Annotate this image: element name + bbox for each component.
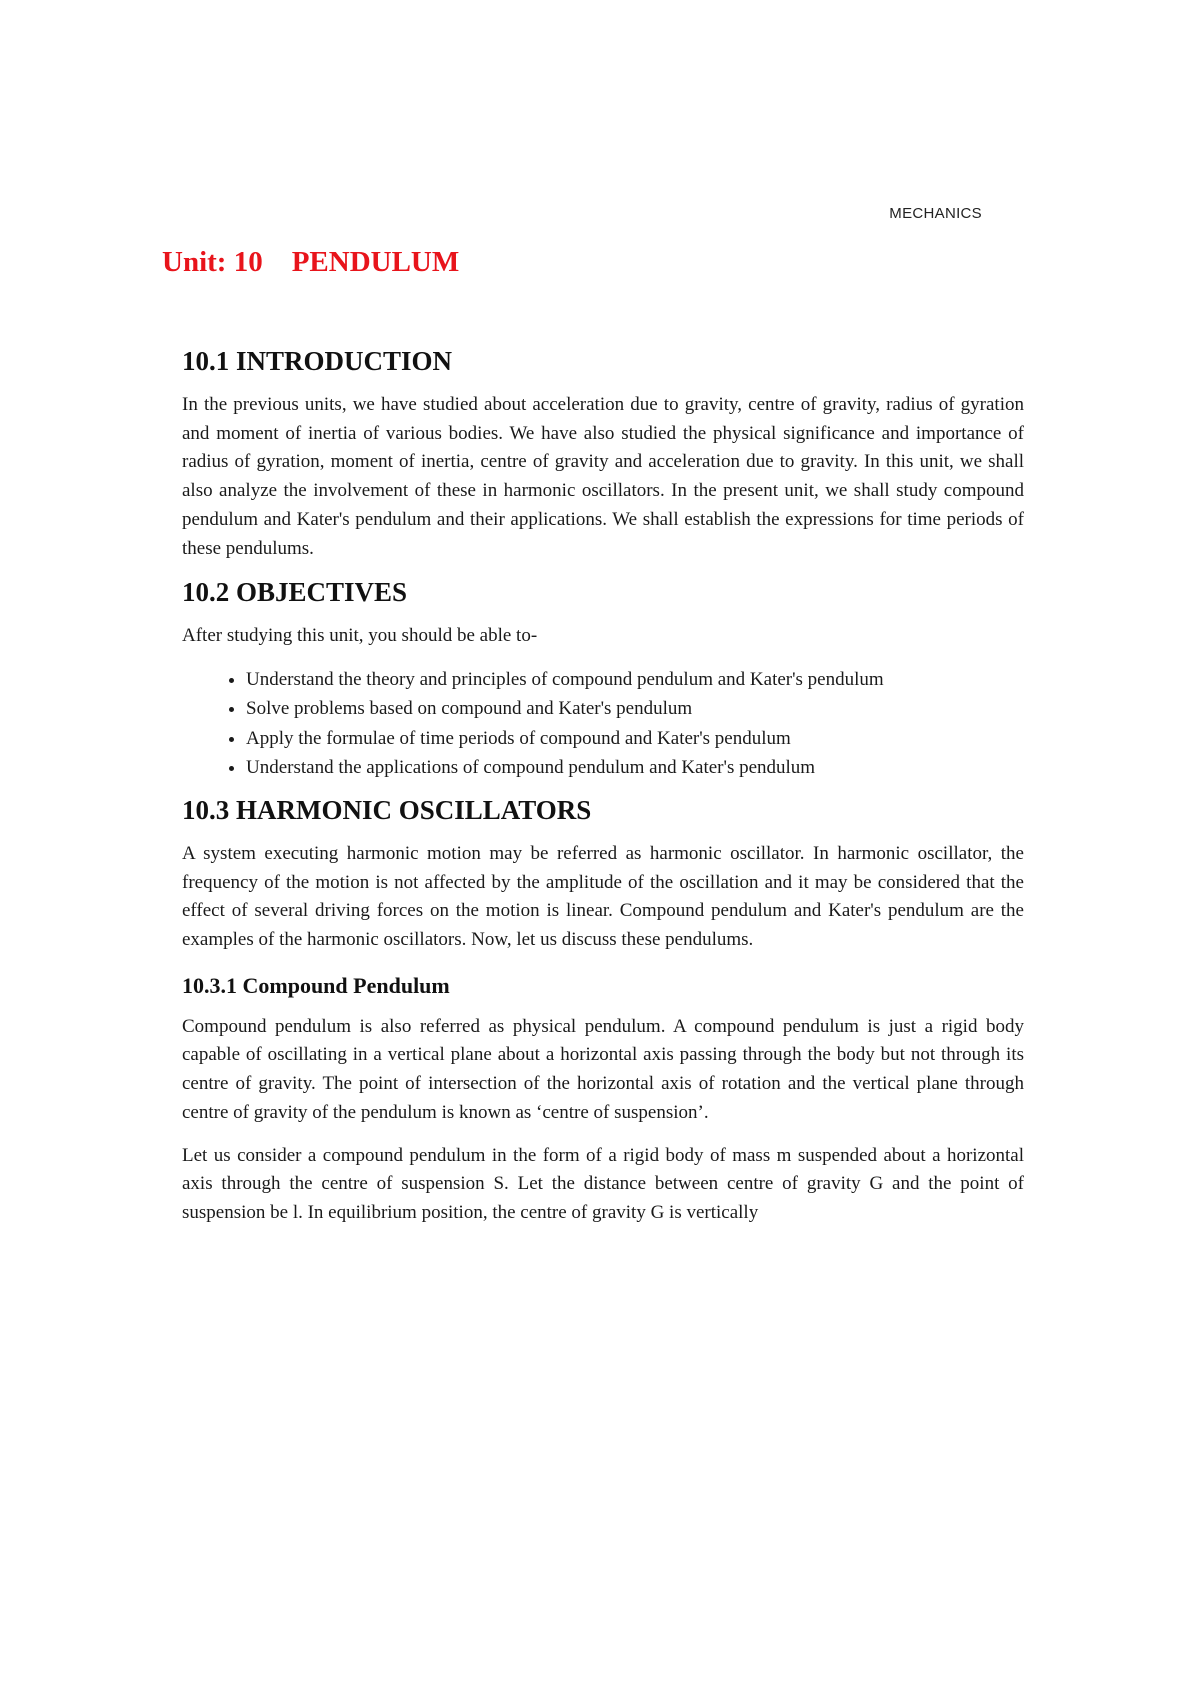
objective-item: • Solve problems based on compound and Kater's pendulum [246,694,1024,724]
compound-pendulum-paragraph-1: Compound pendulum is also referred as physical pendulum. A compound pendulum is just a rigid body capable of oscillating in a vertical plane about a horizontal axis passing through the body but not through its centre of gravity. The point of intersection of the horizontal axis of rotation and the vertical plane through centre of gravity of the pendulum is known as ‘centre of suspension’. [182,1015,1024,1123]
objective-item: • Apply the formulae of time periods of compound and Kater's pendulum [246,724,1024,754]
compound-pendulum-paragraph-2: Let us consider a compound pendulum in the form of a rigid body of mass m suspended about a horizontal axis through the centre of suspension S. Let the distance between centre of gravity G and the point of suspension be l. In equilibrium position, the centre of gravity G is vertically [182,1144,1024,1223]
introduction-paragraph: In the previous units, we have studied about acceleration due to gravity, centre of gravity, radius of gyration and moment of inertia of various bodies. We have also studied the physical significance and importance of radius of gyration, moment of inertia, centre of gravity and acceleration due to gravity. In this unit, we shall also analyze the involvement of these in harmonic oscillators. In the present unit, we shall study compound pendulum and Kater's pendulum and their applications. We shall establish the expressions for time periods of these pendulums. [182,394,1024,559]
harmonic-oscillators-paragraph: A system executing harmonic motion may be referred as harmonic oscillator. In harmonic oscillator, the frequency of the motion is not affected by the amplitude of the oscillation and it may be considered that the effect of several driving forces on the motion is linear. Compound pendulum and Kater's pendulum are the examples of the harmonic oscillators. Now, let us discuss these pendulums. [182,842,1024,951]
objectives-list [182,665,1024,783]
section-heading-harmonic-oscillators: 10.3 HARMONIC OSCILLATORS [182,794,592,825]
section-objectives [182,577,1024,783]
unit-title: Unit: 10 PENDULUM [162,246,460,278]
section-harmonic-oscillators [182,795,1024,955]
section-heading-objectives: 10.2 OBJECTIVES [182,577,408,608]
page-content [182,346,1024,1242]
section-compound-pendulum [182,973,1024,1228]
section-heading-introduction: 10.1 INTRODUCTION [182,346,453,376]
objectives-intro: After studying this unit, you should be able to- [182,625,538,647]
running-header: MECHANICS [889,205,982,222]
subsection-heading-compound-pendulum: 10.3.1 Compound Pendulum [182,972,450,998]
objective-item: • Understand the theory and principles of compound pendulum and Kater's pendulum [246,665,1024,695]
section-introduction [182,346,1024,563]
objective-item: • Understand the applications of compound pendulum and Kater's pendulum [246,753,1024,783]
